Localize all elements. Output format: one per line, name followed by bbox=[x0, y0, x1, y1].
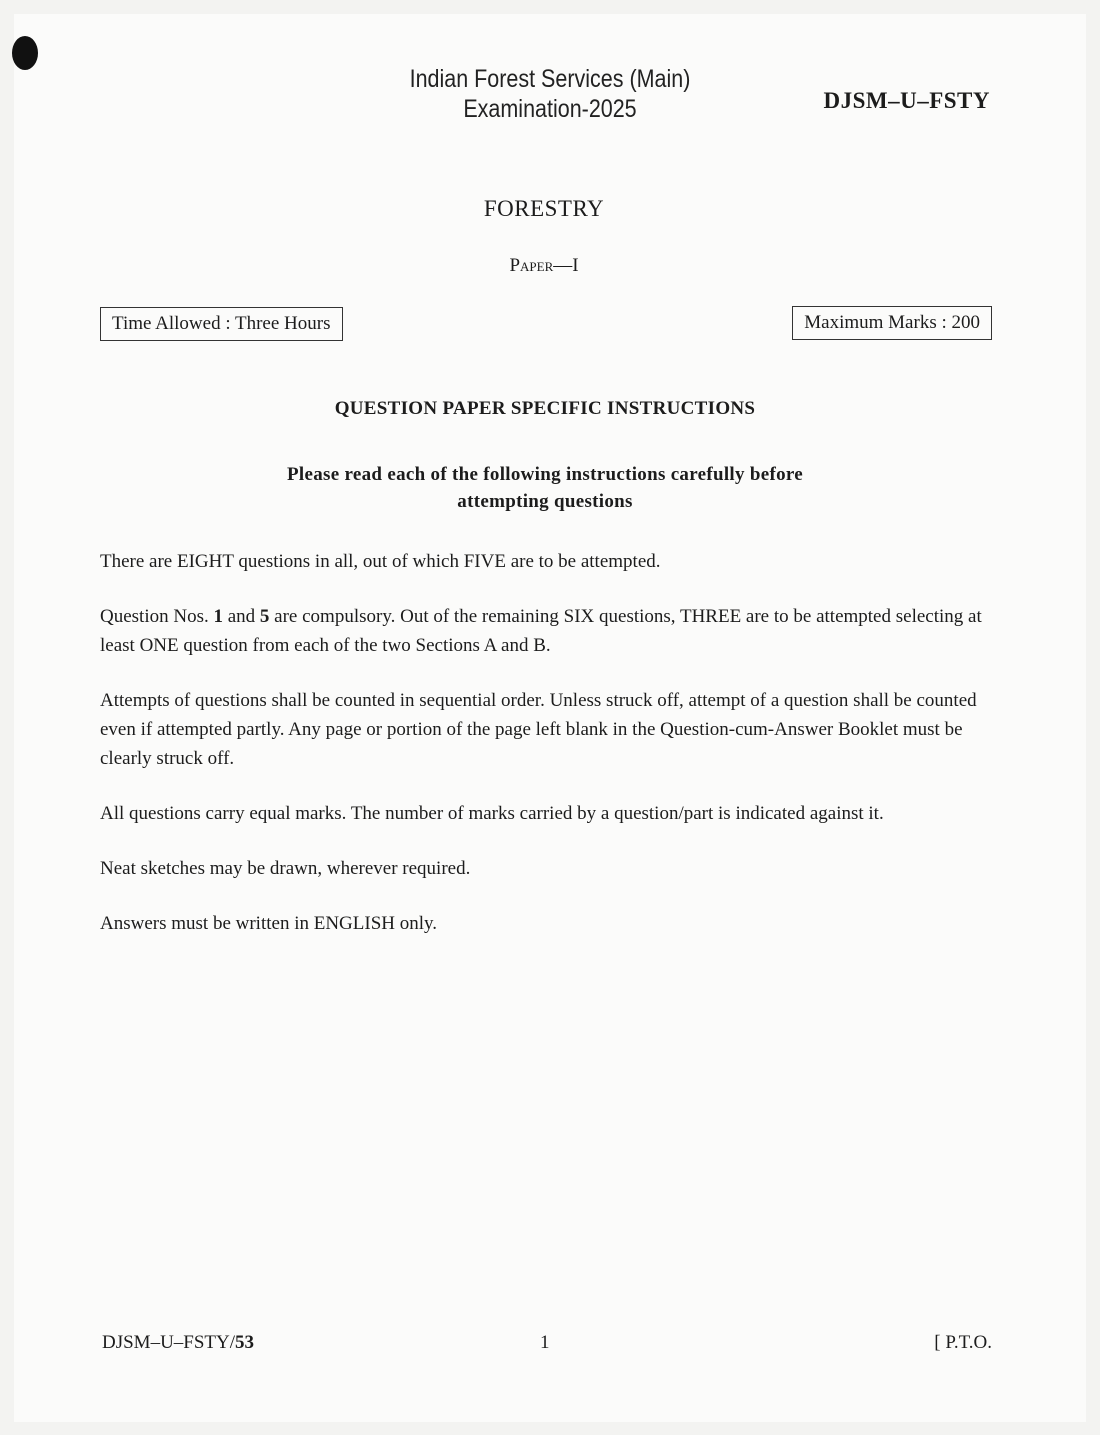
time-allowed-box: Time Allowed : Three Hours bbox=[100, 307, 343, 341]
instruction-compulsory-text-1: Question Nos. bbox=[100, 606, 214, 627]
footer-code-number: 53 bbox=[235, 1332, 255, 1353]
paper-number-text: Paper—I bbox=[509, 255, 579, 276]
exam-title-line2: Examination-2025 bbox=[463, 95, 637, 123]
punch-hole-mark bbox=[12, 36, 38, 70]
maximum-marks-box: Maximum Marks : 200 bbox=[792, 306, 992, 340]
instructions-body bbox=[100, 547, 992, 964]
page-number: 1 bbox=[540, 1332, 550, 1353]
exam-title-line1: Indian Forest Services (Main) bbox=[409, 65, 691, 93]
paper-number bbox=[0, 255, 1088, 277]
instructions-title: QUESTION PAPER SPECIFIC INSTRUCTIONS bbox=[334, 398, 756, 419]
instruction-language: Answers must be written in ENGLISH only. bbox=[100, 913, 438, 934]
instruction-sketches: Neat sketches may be drawn, wherever required. bbox=[100, 858, 471, 879]
instructions-subtitle-line2: attempting questions bbox=[457, 491, 633, 512]
instructions-subtitle-line1: Please read each of the following instructions carefully before bbox=[287, 464, 803, 485]
instruction-equal-marks: All questions carry equal marks. The number of marks carried by a question/part is indicated against it. bbox=[100, 803, 884, 824]
instruction-sequential-order: Attempts of questions shall be counted in sequential order. Unless struck off, attempt of a question shall be counted even if attempted partly. Any page or portion of the page left blank in the Question-cum-Answer Booklet must be clearly struck off. bbox=[100, 690, 977, 769]
instruction-compulsory-text-3: are compulsory. Out of the remaining SIX questions, THREE are to be attempted selecting at least ONE question from each of the two Sections A and B. bbox=[100, 606, 982, 656]
instruction-question-count: There are EIGHT questions in all, out of which FIVE are to be attempted. bbox=[100, 551, 661, 572]
subject-title: FORESTRY bbox=[483, 196, 605, 221]
compulsory-question-5: 5 bbox=[259, 606, 270, 627]
instruction-compulsory bbox=[100, 602, 992, 660]
compulsory-question-1: 1 bbox=[213, 606, 223, 627]
instructions-subtitle bbox=[190, 461, 900, 515]
please-turn-over: [ P.T.O. bbox=[934, 1332, 992, 1353]
footer-paper-code bbox=[102, 1332, 254, 1354]
footer-code-prefix: DJSM–U–FSTY/ bbox=[102, 1332, 236, 1353]
instruction-compulsory-text-2: and bbox=[222, 606, 260, 627]
exam-header bbox=[404, 64, 696, 124]
paper-code: DJSM–U–FSTY bbox=[823, 88, 990, 113]
